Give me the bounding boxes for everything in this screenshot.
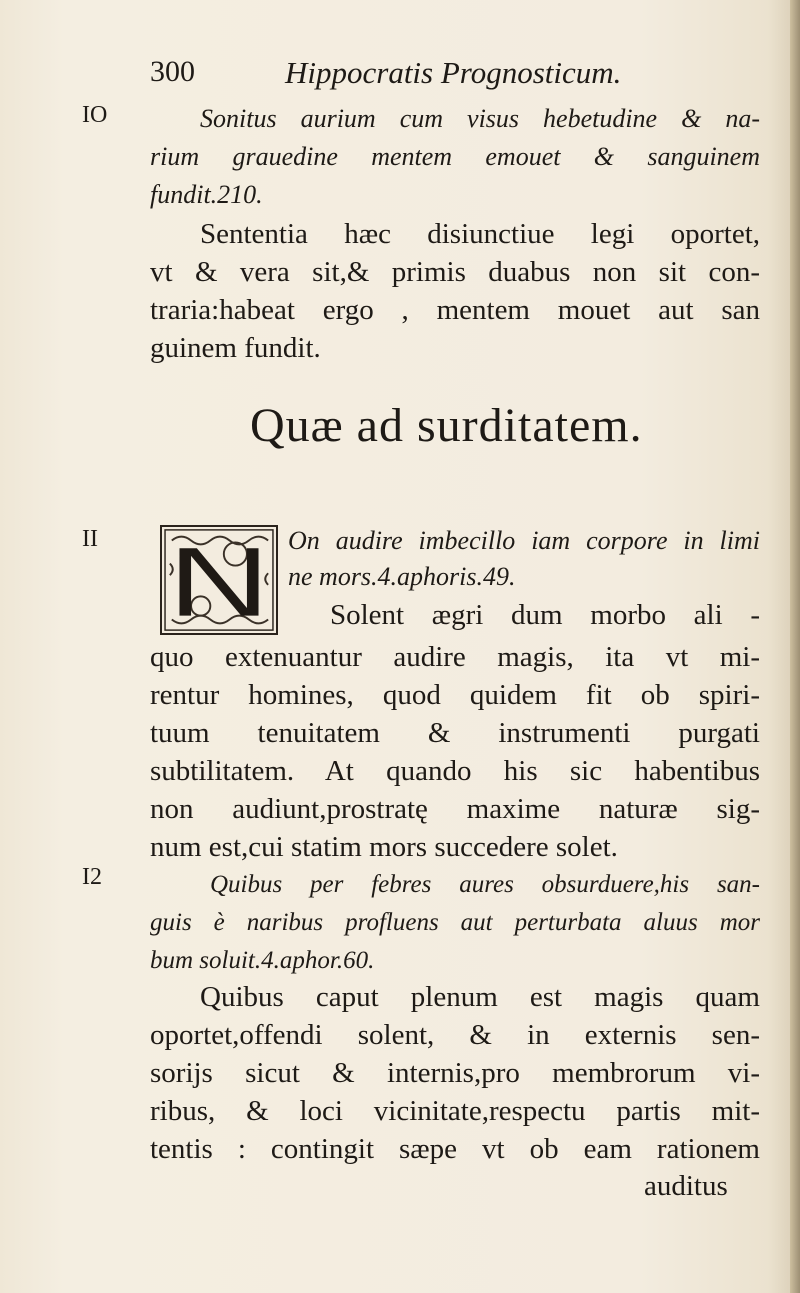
lemma-line: Sonitus aurium cum visus hebetudine & na- (200, 104, 760, 133)
commentary-line: tentis : contingit sæpe vt ob eam rationem (150, 1133, 760, 1165)
commentary-line: oportet,offendi solent, & in externis sen- (150, 1019, 760, 1051)
lemma-line: Quibus per febres aures obsurduere,his san- (210, 871, 760, 898)
lemma-line: ne mors.4.aphoris.49. (288, 562, 516, 591)
running-title: Hippocratis Prognosticum. (285, 55, 622, 90)
commentary-line: Quibus caput plenum est magis quam (200, 981, 760, 1013)
commentary-line: vt & vera sit,& primis duabus non sit con- (150, 256, 760, 288)
lemma-line: bum soluit.4.aphor.60. (150, 947, 375, 974)
running-header (150, 55, 760, 97)
lemma-line: guis è naribus profluens aut perturbata aluus mor (150, 909, 760, 936)
commentary-line: Sententia hæc disiunctiue legi oportet, (200, 218, 760, 250)
commentary-line: tuum tenuitatem & instrumenti purgati (150, 717, 760, 749)
lemma-line: fundit.210. (150, 180, 263, 209)
commentary-line: sorijs sicut & internis,pro membrorum vi- (150, 1057, 760, 1089)
margin-number-10: IO (82, 102, 108, 128)
commentary-line: guinem fundit. (150, 332, 321, 364)
section-heading: Quæ ad surditatem. (250, 399, 643, 452)
commentary-line: rentur homines, quod quidem fit ob spiri- (150, 679, 760, 711)
commentary-line: Solent ægri dum morbo ali - (330, 599, 760, 631)
commentary-line: traria:habeat ergo , mentem mouet aut san (150, 294, 760, 326)
commentary-line: subtilitatem. At quando his sic habentibus (150, 755, 760, 787)
catchword: auditus (644, 1170, 728, 1202)
margin-number-11: II (82, 526, 98, 552)
margin-number-12: I2 (82, 864, 102, 890)
page-edge (790, 0, 800, 1293)
decorated-initial (160, 525, 278, 635)
page-number: 300 (150, 55, 195, 88)
ornament-initial-icon (162, 527, 276, 633)
commentary-line: quo extenuantur audire magis, ita vt mi- (150, 641, 760, 673)
lemma-line: On audire imbecillo iam corpore in limi (288, 526, 760, 555)
commentary-line: num est,cui statim mors succedere solet. (150, 831, 618, 863)
commentary-line: ribus, & loci vicinitate,respectu partis mit- (150, 1095, 760, 1127)
commentary-line: non audiunt,prostratę maxime naturæ sig- (150, 793, 760, 825)
lemma-line: rium grauedine mentem emouet & sanguinem (150, 142, 760, 171)
